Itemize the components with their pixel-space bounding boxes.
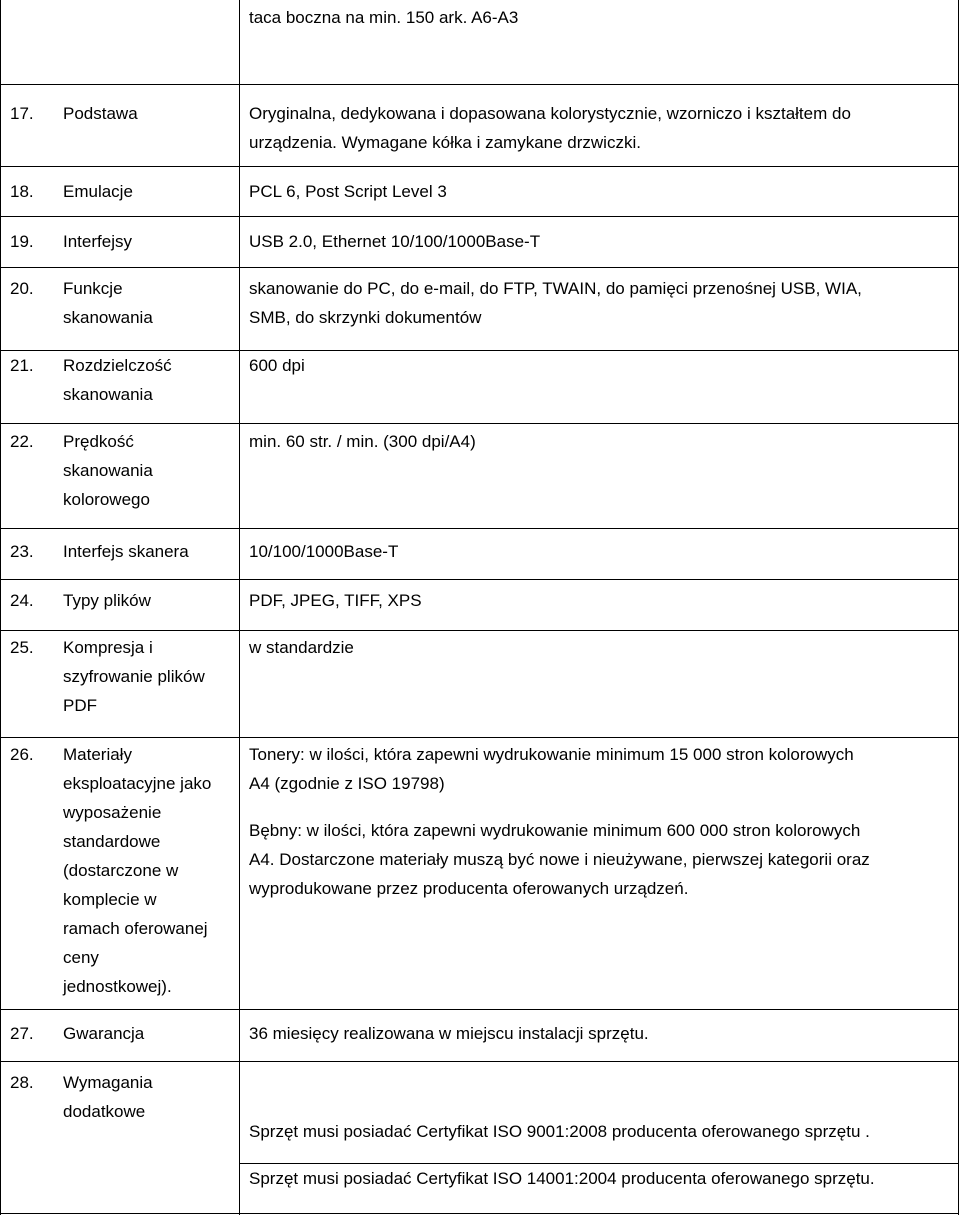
row-number: 25. <box>10 638 34 657</box>
cell-value: wyprodukowane przez producenta oferowanych urządzeń. <box>249 879 689 898</box>
cell-value: taca boczna na min. 150 ark. A6-A3 <box>249 8 519 27</box>
row-label: kolorowego <box>63 490 150 509</box>
row-number: 19. <box>10 232 34 251</box>
row-label: Gwarancja <box>63 1024 145 1043</box>
cell-value: PDF, JPEG, TIFF, XPS <box>249 591 422 610</box>
row-label: jednostkowej). <box>63 977 172 996</box>
row-label: Wymagania <box>63 1073 153 1092</box>
cell-value: Oryginalna, dedykowana i dopasowana kolorystycznie, wzorniczo i kształtem do <box>249 104 851 123</box>
cell-value: USB 2.0, Ethernet 10/100/1000Base-T <box>249 232 541 251</box>
row-label: Emulacje <box>63 182 133 201</box>
row-label: dodatkowe <box>63 1102 146 1121</box>
row-label: (dostarczone w <box>63 861 179 880</box>
row-label: skanowania <box>63 461 153 480</box>
cell-value: Tonery: w ilości, która zapewni wydrukowanie minimum 15 000 stron kolorowych <box>249 745 854 764</box>
row-label: standardowe <box>63 832 161 851</box>
cell-value: Bębny: w ilości, która zapewni wydrukowanie minimum 600 000 stron kolorowych <box>249 821 861 840</box>
row-label: Interfejsy <box>63 232 132 251</box>
row-number: 18. <box>10 182 34 201</box>
row-label: Podstawa <box>63 104 138 123</box>
row-number: 24. <box>10 591 34 610</box>
cell-value: Sprzęt musi posiadać Certyfikat ISO 9001:2008 producenta oferowanego sprzętu . <box>249 1122 870 1141</box>
cell-value: skanowanie do PC, do e-mail, do FTP, TWAIN, do pamięci przenośnej USB, WIA, <box>249 279 862 298</box>
row-number: 23. <box>10 542 34 561</box>
cell-value: w standardzie <box>249 638 354 657</box>
row-number: 21. <box>10 356 34 375</box>
row-number: 26. <box>10 745 34 764</box>
row-label: skanowania <box>63 308 153 327</box>
cell-value: PCL 6, Post Script Level 3 <box>249 182 447 201</box>
row-number: 17. <box>10 104 34 123</box>
cell-value: A4 (zgodnie z ISO 19798) <box>249 774 445 793</box>
row-label: Interfejs skanera <box>63 542 189 561</box>
row-label: ramach oferowanej <box>63 919 208 938</box>
row-number: 27. <box>10 1024 34 1043</box>
row-label: Rozdzielczość <box>63 356 172 375</box>
row-label: wyposażenie <box>63 803 162 822</box>
row-label: Kompresja i <box>63 638 153 657</box>
row-number: 20. <box>10 279 34 298</box>
cell-value: Sprzęt musi posiadać Certyfikat ISO 14001:2004 producenta oferowanego sprzętu. <box>249 1169 875 1188</box>
cell-value: 10/100/1000Base-T <box>249 542 399 561</box>
row-label: Materiały <box>63 745 132 764</box>
cell-value: A4. Dostarczone materiały muszą być nowe i nieużywane, pierwszej kategorii oraz <box>249 850 870 869</box>
row-label: eksploatacyjne jako <box>63 774 212 793</box>
row-label: Typy plików <box>63 591 151 610</box>
row-label: Funkcje <box>63 279 123 298</box>
row-label: Prędkość <box>63 432 134 451</box>
row-label: komplecie w <box>63 890 157 909</box>
cell-value: 600 dpi <box>249 356 305 375</box>
cell-value: urządzenia. Wymagane kółka i zamykane drzwiczki. <box>249 133 641 152</box>
row-label: ceny <box>63 948 99 967</box>
cell-value: min. 60 str. / min. (300 dpi/A4) <box>249 432 476 451</box>
row-number: 22. <box>10 432 34 451</box>
row-number: 28. <box>10 1073 34 1092</box>
row-label: PDF <box>63 696 97 715</box>
row-label: szyfrowanie plików <box>63 667 205 686</box>
cell-value: SMB, do skrzynki dokumentów <box>249 308 482 327</box>
row-label: skanowania <box>63 385 153 404</box>
cell-value: 36 miesięcy realizowana w miejscu instalacji sprzętu. <box>249 1024 649 1043</box>
